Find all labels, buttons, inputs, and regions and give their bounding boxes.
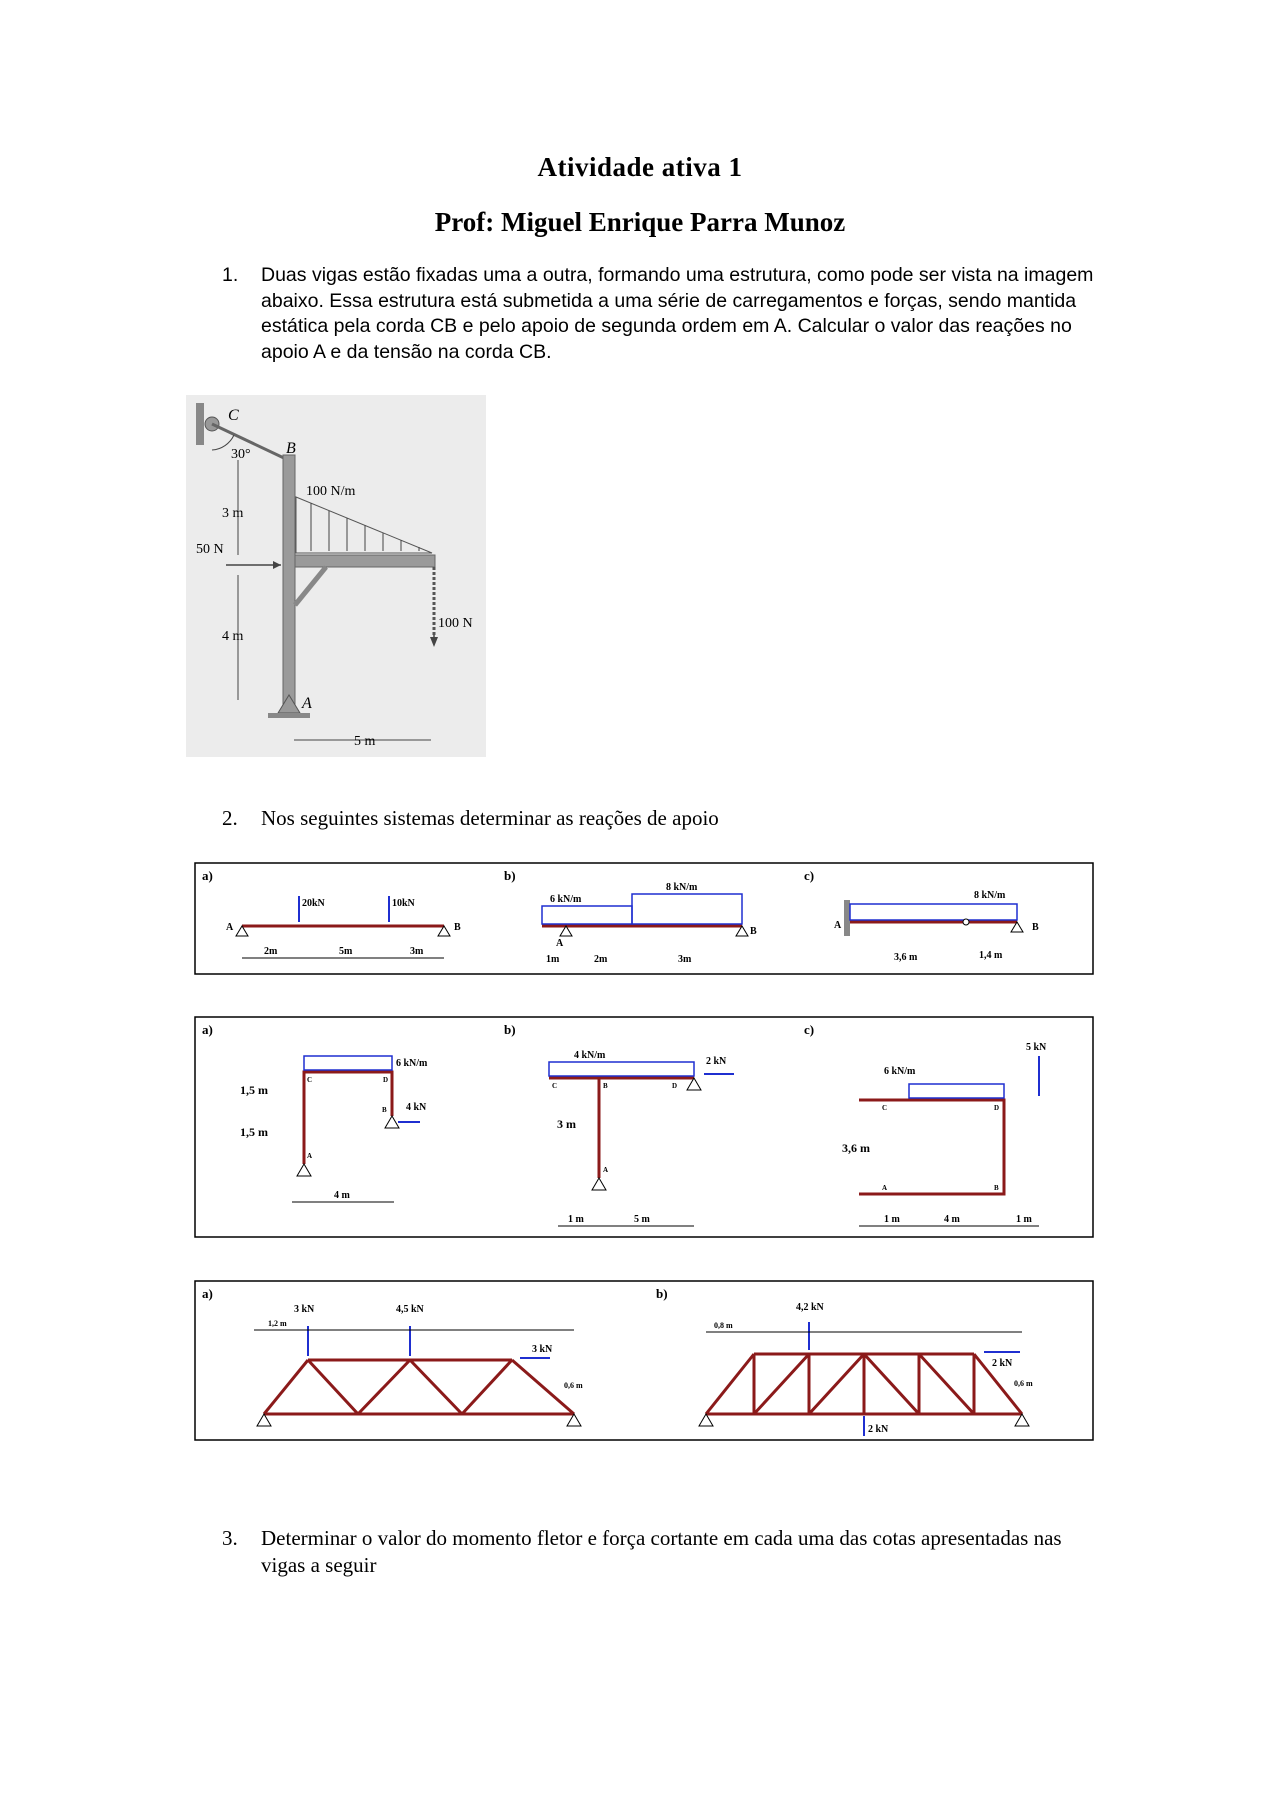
frame-c-B: B [994,1184,999,1192]
beam-a-d2: 5m [339,946,353,957]
question-2-text: Nos seguintes sistemas determinar as reações de apoio [261,806,719,830]
beam-c-d1: 3,6 m [894,952,918,963]
label-a: A [302,695,312,712]
frame-c-A: A [882,1184,888,1192]
question-2-number: 2. [222,806,238,830]
truss-a-h: 0,6 m [564,1381,583,1390]
beam-c-A: A [834,920,842,931]
beam-b-d1: 1m [546,954,560,965]
truss-a-f2: 4,5 kN [396,1304,424,1315]
frame-b-h: 3 m [557,1117,576,1131]
truss-b-f3: 2 kN [992,1358,1013,1369]
beam-b-B: B [750,926,757,937]
label-dim-5m: 5 m [354,734,376,749]
frame-a-A: A [307,1152,313,1160]
truss-b-seg: 0,8 m [714,1321,733,1330]
frame-b-d2: 5 m [634,1214,650,1225]
label-distributed-load: 100 N/m [306,484,356,499]
frame-c-q: 6 kN/m [884,1066,916,1077]
beam-a-A: A [226,922,234,933]
question-3-text: Determinar o valor do momento fletor e força cortante em cada uma das cotas apresentadas nas vigas a seguir [261,1526,1062,1577]
frame-a-D: D [383,1076,389,1084]
frame-c-d2: 4 m [944,1214,960,1225]
frame-a-w: 4 m [334,1190,350,1201]
question-3 [222,1525,1102,1579]
question-1-text: Duas vigas estão fixadas uma a outra, formando uma estrutura, como pode ser vista na imagem abaixo. Essa estrutura está submetida a uma série de carregamentos e forças, sendo mantida estática pela corda CB e pelo apoio de segunda ordem em A. Calcular o valor das reações no apoio A e da tensão na corda CB. [261,264,1094,363]
question-3-number: 3. [222,1526,238,1550]
truss-b-label: b) [656,1286,668,1301]
beam-c-hinge [963,919,969,925]
truss-a-f1: 3 kN [294,1304,315,1315]
horizontal-member [295,555,435,567]
label-c: C [228,407,239,424]
truss-b-h: 0,6 m [1014,1379,1033,1388]
beam-b-d3: 3m [678,954,692,965]
question-1 [222,263,1102,365]
truss-b [706,1354,1022,1414]
truss-a-seg: 1,2 m [268,1319,287,1328]
label-angle: 30° [231,447,251,462]
ground-a [268,713,310,718]
panel-beams [194,862,1094,975]
label-b: B [286,440,296,457]
beam-c-q: 8 kN/m [974,890,1006,901]
frame-b-d1: 1 m [568,1214,584,1225]
frame-c-d3: 1 m [1016,1214,1032,1225]
panel-frames-border [195,1017,1093,1237]
label-dim-3m: 3 m [222,506,244,521]
panel-frames [194,1016,1094,1238]
truss-b-f2: 2 kN [868,1424,889,1435]
beam-b-q2: 8 kN/m [666,882,698,893]
beam-a-B: B [454,922,461,933]
frame-a-h1: 1,5 m [240,1083,268,1097]
beam-a-d3: 3m [410,946,424,957]
frame-b-B: B [603,1082,608,1090]
beam-a-f1: 20kN [302,898,325,909]
truss-a-label: a) [202,1286,213,1301]
label-force-50: 50 N [196,542,224,557]
frame-b-A: A [603,1166,609,1174]
figure-q1-structure [186,395,486,757]
label-dim-4m: 4 m [222,629,244,644]
frame-b-q: 4 kN/m [574,1050,606,1061]
frame-a-B: B [382,1106,387,1114]
label-force-100: 100 N [438,616,473,631]
frame-c-d1: 1 m [884,1214,900,1225]
frame-b-C: C [552,1082,558,1090]
beam-c-d2: 1,4 m [979,950,1003,961]
frame-b-f: 2 kN [706,1056,727,1067]
frame-a-C: C [307,1076,313,1084]
frame-b-D: D [672,1082,678,1090]
beam-c-B: B [1032,922,1039,933]
beam-c-fixed-wall [844,900,850,936]
beam-a-d1: 2m [264,946,278,957]
truss-a-f3: 3 kN [532,1344,553,1355]
beam-b-A: A [556,938,564,949]
truss-b-f1: 4,2 kN [796,1302,824,1313]
panel-trusses [194,1280,1094,1441]
frame-c-h: 3,6 m [842,1141,870,1155]
frame-a-label: a) [202,1022,213,1037]
beam-b-q1: 6 kN/m [550,894,582,905]
beam-b-label: b) [504,868,516,883]
beam-a-label: a) [202,868,213,883]
frame-c-f: 5 kN [1026,1042,1047,1053]
question-2 [222,806,719,831]
frame-a-q: 6 kN/m [396,1058,428,1069]
frame-c-D: D [994,1104,1000,1112]
panel-beams-border [195,863,1093,974]
frame-c-label: c) [804,1022,815,1037]
question-1-number: 1. [222,264,239,286]
vertical-member [283,455,295,707]
professor-name: Prof: Miguel Enrique Parra Munoz [434,207,846,237]
beam-a-f2: 10kN [392,898,415,909]
frame-a-f: 4 kN [406,1102,427,1113]
frame-c-C: C [882,1104,888,1112]
document-title: Atividade ativa 1 [537,152,743,182]
frame-b-label: b) [504,1022,516,1037]
frame-a-h2: 1,5 m [240,1125,268,1139]
wall-c [196,403,204,445]
beam-b-d2: 2m [594,954,608,965]
beam-c-label: c) [804,868,815,883]
